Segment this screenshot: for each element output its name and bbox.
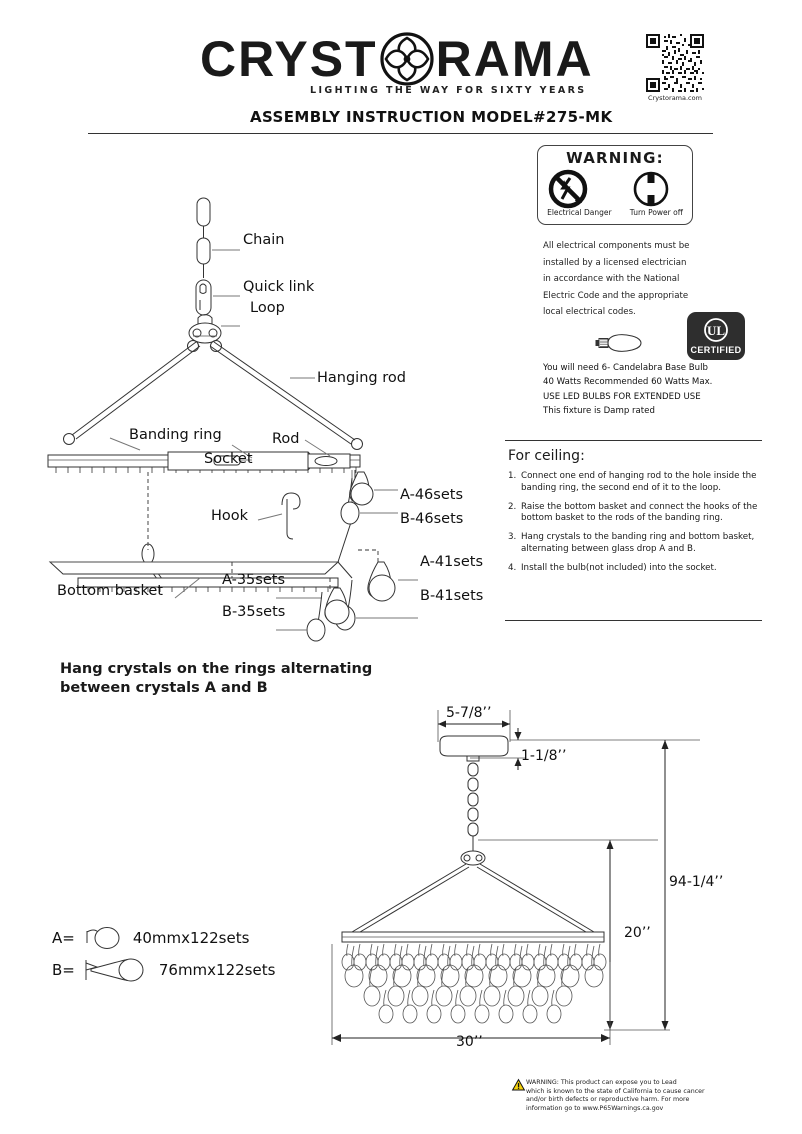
bulb-line: You will need 6- Candelabra Base Bulb	[543, 363, 708, 373]
page-title: ASSEMBLY INSTRUCTION MODEL#275-MK	[250, 108, 613, 126]
label-hanging-rod: Hanging rod	[317, 370, 406, 386]
teardrop-crystal-icon	[81, 955, 153, 985]
prop65-warning	[512, 1079, 762, 1113]
legend-crystal-b	[52, 955, 275, 985]
warning-triangle-icon	[512, 1079, 526, 1091]
instruction-step	[508, 471, 770, 495]
label-chain: Chain	[243, 232, 285, 248]
notice-line: installed by a licensed electrician	[543, 257, 687, 268]
legend-spec-b: 76mmx122sets	[158, 961, 276, 979]
fixture-dimension-drawing	[310, 700, 710, 1070]
loop-part	[189, 315, 221, 343]
crystal-a35-sample	[325, 588, 349, 624]
warning-label-electrical: Electrical Danger	[547, 208, 612, 217]
quick-link-part	[196, 280, 211, 315]
step-number: 1.	[508, 471, 517, 481]
label-quick-link: Quick link	[243, 279, 315, 295]
crystal-section-heading	[60, 660, 372, 698]
instruction-step	[508, 563, 770, 575]
warning-item-power	[630, 168, 683, 217]
bulb-info-text	[543, 362, 748, 417]
chain-part	[197, 198, 210, 278]
crystal-heading-line2: between crystals A and B	[60, 680, 268, 696]
crystal-b35-sample	[307, 592, 325, 641]
instruction-step	[508, 532, 770, 556]
label-bottom-basket: Bottom basket	[57, 583, 163, 599]
legend-key-b: B=	[52, 961, 75, 979]
label-hook: Hook	[211, 508, 249, 524]
svg-text:UL: UL	[706, 323, 726, 338]
notice-line: local electrical codes.	[543, 307, 636, 317]
notice-line: All electrical components must be	[543, 241, 690, 251]
legend-crystal-a	[52, 925, 249, 951]
prop65-line: and/or birth defects or reproductive harm. For more	[526, 1096, 690, 1104]
brand-tagline: LIGHTING THE WAY FOR SIXTY YEARS	[310, 85, 587, 96]
label-b35sets: B-35sets	[222, 604, 286, 620]
step-text: Hang crystals to the banding ring and bottom basket, alternating between glass drop A and B.	[521, 532, 755, 554]
legend-spec-a: 40mmx122sets	[132, 929, 250, 947]
warning-title: WARNING:	[566, 149, 664, 167]
step-number: 4.	[508, 562, 517, 573]
label-b41sets: B-41sets	[420, 588, 484, 604]
step-text: Install the bulb(not included) into the socket.	[521, 562, 717, 573]
qr-code[interactable]	[646, 34, 704, 102]
step-number: 3.	[508, 532, 517, 543]
instruction-step	[508, 502, 770, 526]
power-off-icon	[630, 168, 672, 210]
qr-caption: Crystorama.com	[648, 94, 702, 102]
warning-box	[537, 145, 693, 225]
brand-logo	[200, 32, 594, 86]
label-a46sets: A-46sets	[400, 487, 463, 503]
warning-label-power: Turn Power off	[629, 208, 683, 217]
bulb-line: This fixture is Damp rated	[543, 405, 655, 416]
prop65-line: information go to www.P65Warnings.ca.gov	[526, 1104, 664, 1112]
header-divider	[88, 133, 713, 134]
label-socket: Socket	[204, 451, 253, 467]
instructions-heading: For ceiling:	[508, 448, 585, 464]
warning-item-electrical	[547, 168, 611, 217]
prop65-line: which is known to the state of California to cause cancer	[526, 1087, 705, 1095]
dim-canopy-width: 5-7/8’’	[446, 705, 492, 721]
candelabra-bulb-icon	[592, 332, 650, 354]
label-banding-ring: Banding ring	[129, 427, 222, 443]
step-number: 2.	[508, 501, 517, 512]
label-loop: Loop	[250, 300, 285, 316]
crystal-a41-sample	[368, 562, 395, 601]
bulb-line: 40 Watts Recommended 60 Watts Max.	[543, 376, 713, 387]
dim-body-height: 20’’	[624, 925, 651, 941]
bulb-line: USE LED BULBS FOR EXTENDED USE	[543, 392, 701, 402]
crystal-heading-line1: Hang crystals on the rings alternating	[60, 661, 373, 677]
notice-line: in accordance with the National	[543, 274, 680, 284]
crystorama-flower-icon	[380, 32, 434, 86]
prop65-line: WARNING: This product can expose you to Lead	[526, 1079, 677, 1086]
brand-text-right: RAMA	[435, 31, 594, 87]
dim-canopy-height: 1-1/8’’	[521, 748, 567, 764]
label-rod: Rod	[272, 431, 300, 447]
step-text: Raise the bottom basket and connect the hooks of the bottom basket to the rods of the banding ring.	[521, 501, 758, 524]
dim-diameter: 30’’	[456, 1034, 483, 1050]
ul-certified-badge	[687, 312, 745, 360]
no-electricity-icon	[547, 168, 589, 210]
label-b46sets: B-46sets	[400, 511, 464, 527]
notice-line: Electric Code and the appropriate	[543, 290, 689, 301]
label-a41sets: A-41sets	[420, 554, 483, 570]
round-crystal-icon	[81, 925, 127, 951]
ceiling-instructions	[508, 448, 770, 575]
instructions-divider-bottom	[505, 620, 762, 621]
legend-key-a: A=	[52, 929, 75, 947]
crystal-a46-sample	[350, 472, 373, 505]
rod-part	[308, 454, 350, 468]
hook-part	[282, 493, 300, 539]
instructions-divider	[505, 440, 762, 441]
svg-text:CERTIFIED: CERTIFIED	[690, 345, 742, 355]
step-text: Connect one end of hanging rod to the hole inside the banding ring, the second end of it to the loop.	[521, 471, 757, 493]
brand-text-left: CRYST	[200, 31, 378, 87]
dim-overall-height: 94-1/4’’	[669, 874, 724, 890]
label-a35sets: A-35sets	[222, 572, 285, 588]
electrical-notice	[543, 238, 733, 321]
